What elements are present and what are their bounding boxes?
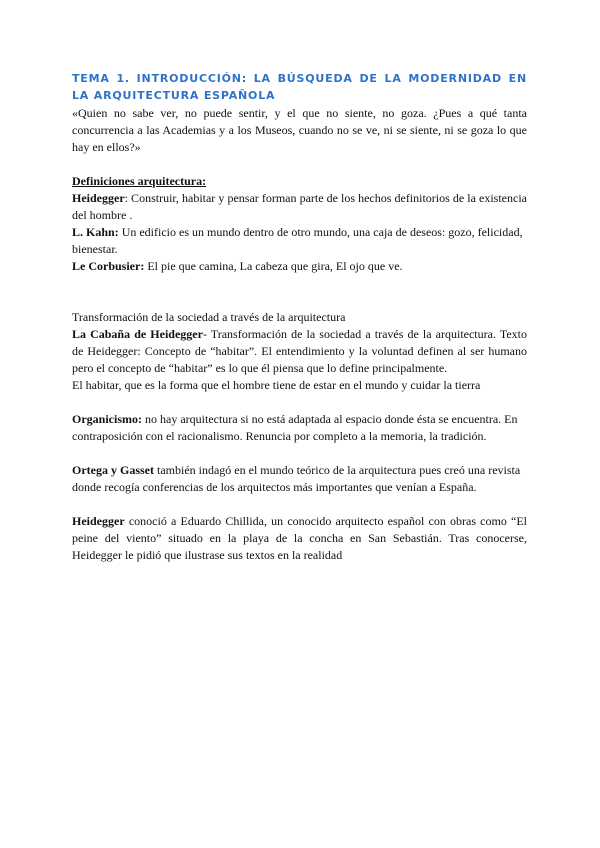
chillida-text: conoció a Eduardo Chillida, un conocido arquitecto español con obras como “El peine del viento” situado en la playa de la concha en San Sebastián. Tras conocerse, Heidegger le pidió que ilustrase sus textos en la realidad [72, 514, 527, 562]
ortega-text: también indagó en el mundo teórico de la arquitectura pues creó una revista donde recogía conferencias de los arquitectos más importantes que venían a España. [72, 463, 521, 494]
organicismo-name: Organicismo: [72, 412, 142, 426]
opening-quote: «Quien no sabe ver, no puede sentir, y el que no siente, no goza. ¿Pues a qué tanta concurrencia a las Academias y a los Museos, cuando no se ve, ni se siente, ni se goza lo que hay en ellos?» [72, 106, 527, 154]
document-heading: TEMA 1. INTRODUCCIÓN: LA BÚSQUEDA DE LA MODERNIDAD EN LA ARQUITECTURA ESPAÑOLA [72, 72, 527, 102]
definition-name: Heidegger [72, 191, 125, 205]
definition-corbusier [72, 258, 527, 275]
ortega-name: Ortega y Gasset [72, 463, 154, 477]
definition-text: El pie que camina, La cabeza que gira, El ojo que ve. [144, 259, 403, 273]
cabana-paragraph [72, 326, 527, 377]
chillida-name: Heidegger [72, 514, 125, 528]
cabana-name: La Cabaña de Heidegger [72, 327, 203, 341]
definition-kahn [72, 224, 527, 258]
chillida-paragraph [72, 513, 527, 564]
spacer [72, 275, 527, 309]
organicismo-paragraph [72, 411, 527, 445]
spacer [72, 445, 527, 462]
document-page [72, 70, 527, 564]
definitions-title-text: Definiciones arquitectura: [72, 174, 207, 188]
definition-text: Un edificio es un mundo dentro de otro mundo, una caja de deseos: gozo, felicidad, bienestar. [72, 225, 523, 256]
definition-heidegger [72, 190, 527, 224]
definition-name: L. Kahn: [72, 225, 119, 239]
transformation-line: Transformación de la sociedad a través de la arquitectura [72, 310, 346, 324]
organicismo-text: no hay arquitectura si no está adaptada al espacio donde ésta se encuentra. En contraposición con el racionalismo. Renuncia por completo a la memoria, la tradición. [72, 412, 518, 443]
spacer [72, 394, 527, 411]
definition-name: Le Corbusier: [72, 259, 145, 273]
cabana-text: - Transformación de la sociedad a través de la arquitectura. Texto de Heidegger: Concepto de “habitar”. El entendimiento y la voluntad definen al ser humano pero el concepto de “habitar” es lo que él piensa que lo define principalmente. [72, 327, 527, 375]
definitions-title [72, 173, 527, 190]
definition-text: : Construir, habitar y pensar forman parte de los hechos definitorios de la existencia del hombre . [72, 191, 527, 222]
spacer [72, 496, 527, 513]
ortega-paragraph [72, 462, 527, 496]
habitar-paragraph: El habitar, que es la forma que el hombre tiene de estar en el mundo y cuidar la tierra [72, 378, 481, 392]
spacer [72, 156, 527, 173]
